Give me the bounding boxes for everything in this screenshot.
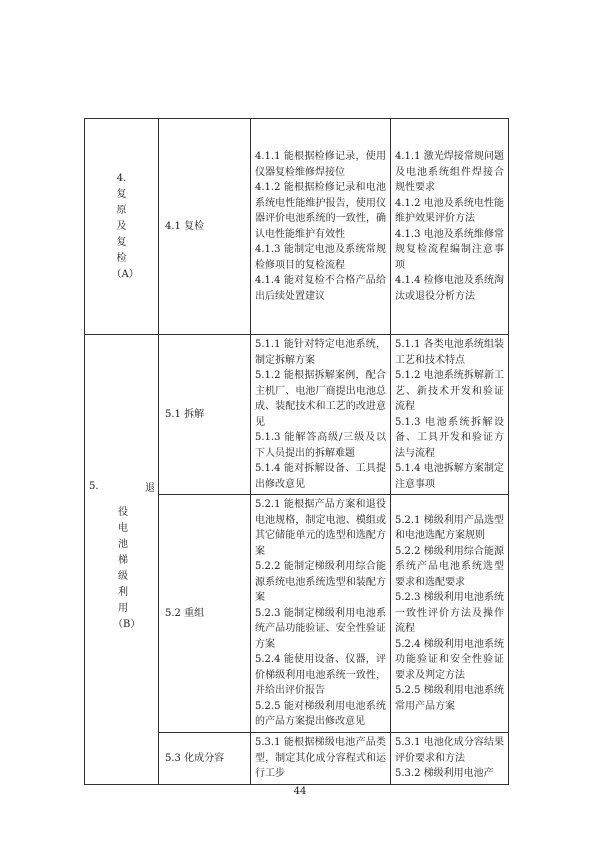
job-function-cell-4 <box>85 119 159 335</box>
table-row <box>85 335 509 495</box>
skill-requirements-table <box>84 118 509 785</box>
job-function-label: 4. 复原及复检 （A） <box>111 172 139 280</box>
related-knowledge-cell: 4.1.1 激光焊接常规问题及电池系统组件焊接合规性要求 4.1.2 电池及系统电性能维护效果评价方法 4.1.3 电池及系统维修常规复检流程编制注意事项 4.1.4 检修电池及系统淘汰或退役分析方法 <box>391 119 509 335</box>
work-unit-cell: 5.3 化成分容 <box>159 733 251 785</box>
skill-requirements-cell: 4.1.1 能根据检修记录，使用仪器复检维修焊接位 4.1.2 能根据检修记录和电池系统电性能维护报告，使用仪器评价电池系统的一致性，确认电性能维护有效性 4.1.3 能制定电池及系统常规检修项目的复检流程 4.1.4 能对复检不合格产品给出后续处置建议 <box>251 119 391 335</box>
skill-requirements-cell: 5.3.1 能根据梯级电池产品类型，制定其化成分容程式和运行工步 <box>251 733 391 785</box>
skill-requirements-cell: 5.2.1 能根据产品方案和退役电池规格，制定电池、模组或其它储能单元的选型和选配方案 5.2.2 能制定梯级利用综合能源系统电池系统选型和装配方案 5.2.3 能制定梯级利用电池系统产品功能验证、安全性验证方案 5.2.4 能使用设备、仪器，评价梯级利用电池系统一致性，并给出评价报告 5.2.5 能对梯级利用电池系统的产品方案提出修改意见 <box>251 495 391 733</box>
related-knowledge-cell: 5.1.1 各类电池系统组装工艺和技术特点 5.1.2 电池系统拆解新工艺、新技术开发和验证流程 5.1.3 电池系统拆解设备、工具开发和验证方法与流程 5.1.4 电池拆解方案制定注意事项 <box>391 335 509 495</box>
page-number: 44 <box>293 786 307 797</box>
related-knowledge-cell: 5.2.1 梯级利用产品选型和电池选配方案规则 5.2.2 梯级利用综合能源系统产品电池系统选型要求和选配要求 5.2.3 梯级利用电池系统一致性评价方法及操作流程 5.2.4 梯级利用电池系统功能验证和安全性验证要求及判定方法 5.2.5 梯级利用电池系统常用产品方案 <box>391 495 509 733</box>
work-unit-cell: 5.2 重组 <box>159 495 251 733</box>
skill-requirements-cell: 5.1.1 能针对特定电池系统，制定拆解方案 5.1.2 能根据拆解案例，配合主机厂、电池厂商提出电池总成、装配技术和工艺的改进意见 5.1.3 能解答高级/三级及以下人员提出的拆解难题 5.1.4 能对拆解设备、工具提出修改意见 <box>251 335 391 495</box>
job-function-cell-5: 5. 退 役电池梯级利用 （B） <box>85 335 159 785</box>
work-unit-cell: 5.1 拆解 <box>159 335 251 495</box>
table-row <box>85 119 509 335</box>
work-unit-cell: 4.1 复检 <box>159 119 251 335</box>
related-knowledge-cell: 5.3.1 电池化成分容结果评价要求和方法 5.3.2 梯级利用电池产 <box>391 733 509 785</box>
